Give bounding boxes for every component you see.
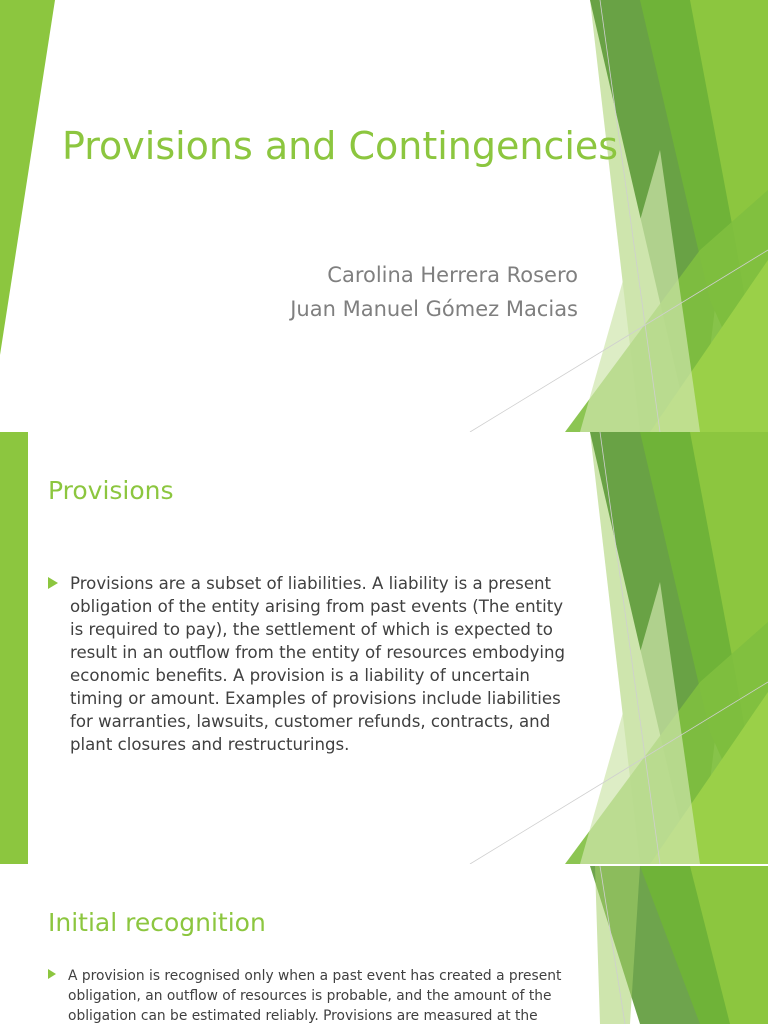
presentation-title: Provisions and Contingencies <box>62 124 619 168</box>
bullet-text: Provisions are a subset of liabilities. A liability is a present obligation of the entity arising from past events (The entity is required to pay), the settlement of which is expected to result in an outflow from the entity of resources embodying economic benefits. A provision is a liability of uncertain timing or amount. Examples of provisions include liabilities for warranties, lawsuits, customer refunds, contracts, and plant closures and restructurings. <box>70 574 566 754</box>
bullet-item <box>48 966 588 1024</box>
slide-heading: Initial recognition <box>48 908 266 937</box>
triangle-bullet-icon <box>48 577 58 589</box>
author-name: Carolina Herrera Rosero <box>327 263 578 287</box>
title-slide <box>0 0 768 432</box>
content-slide-initial-recognition <box>0 866 768 1024</box>
author-name: Juan Manuel Gómez Macias <box>290 297 578 321</box>
content-slide-provisions <box>0 432 768 864</box>
author-list <box>290 258 578 326</box>
triangle-bullet-icon <box>48 969 56 979</box>
bullet-text: A provision is recognised only when a past event has created a present obligation, an outflow of resources is probable, and the amount of the obligation can be estimated reliably. Provisions are measured at the <box>68 968 562 1024</box>
slide-heading: Provisions <box>48 476 174 505</box>
green-facet-decoration <box>0 0 768 432</box>
bullet-item <box>48 572 578 756</box>
